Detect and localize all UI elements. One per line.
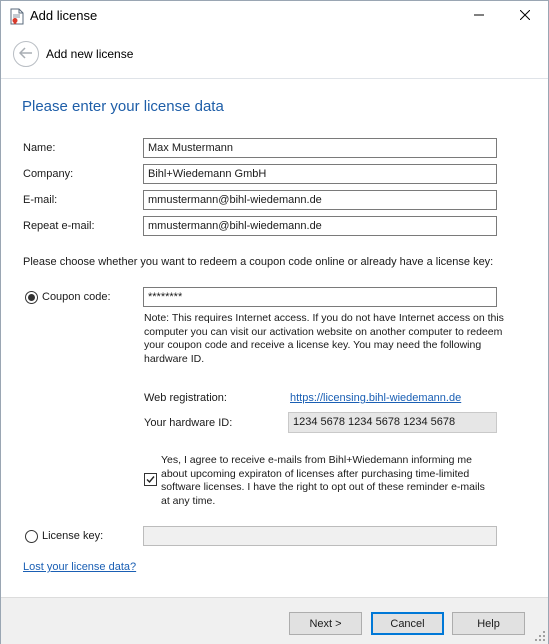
name-input[interactable]	[143, 138, 497, 158]
close-icon	[520, 10, 530, 23]
lost-license-data-link[interactable]: Lost your license data?	[23, 561, 137, 573]
minimize-button[interactable]	[456, 1, 502, 32]
name-label: Name:	[23, 142, 56, 154]
close-button[interactable]	[502, 1, 548, 32]
internet-access-note: Note: This requires Internet access. If you do not have Internet access on this computer you can visit our activation website on another computer to redeem your coupon code and receive a license key. You may need the following hardware ID.	[144, 312, 504, 365]
header-divider	[1, 78, 548, 79]
coupon-code-input[interactable]	[143, 287, 497, 307]
web-registration-link[interactable]: https://licensing.bihl-wiedemann.de	[290, 392, 462, 404]
title-bar	[1, 1, 548, 32]
resize-grip-icon[interactable]	[535, 631, 545, 641]
cancel-button[interactable]: Cancel	[371, 612, 444, 635]
arrow-left-icon	[19, 47, 33, 62]
help-button[interactable]: Help	[452, 612, 525, 635]
page-heading: Please enter your license data	[22, 98, 224, 115]
redeem-choice-text: Please choose whether you want to redeem a coupon code online or already have a license key:	[23, 256, 494, 268]
coupon-code-radio[interactable]	[25, 291, 38, 304]
company-label: Company:	[23, 168, 74, 180]
license-key-radio[interactable]	[25, 530, 38, 543]
license-document-icon	[10, 8, 24, 25]
dialog-footer	[1, 597, 548, 644]
repeat-email-label: Repeat e-mail:	[23, 220, 95, 232]
email-consent-checkbox[interactable]	[144, 473, 157, 486]
window-title: Add license	[30, 8, 98, 23]
coupon-code-label[interactable]: Coupon code:	[42, 291, 111, 303]
license-key-label[interactable]: License key:	[42, 530, 104, 542]
email-input[interactable]	[143, 190, 497, 210]
back-button[interactable]	[13, 41, 39, 67]
next-button[interactable]: Next >	[289, 612, 362, 635]
web-registration-label: Web registration:	[144, 392, 227, 404]
navigation-bar	[1, 32, 548, 77]
hardware-id-field[interactable]: 1234 5678 1234 5678 1234 5678	[288, 412, 497, 433]
email-label: E-mail:	[23, 194, 58, 206]
hardware-id-label: Your hardware ID:	[144, 417, 233, 429]
minimize-icon	[474, 10, 484, 23]
nav-title: Add new license	[46, 47, 134, 61]
license-key-input[interactable]	[143, 526, 497, 546]
email-consent-text[interactable]: Yes, I agree to receive e-mails from Bihl+Wiedemann informing me about upcoming expiraton of licenses after purchasing time-limited software licenses. I have the right to opt out of these reminder e-mails at any time.	[161, 454, 485, 507]
repeat-email-input[interactable]	[143, 216, 497, 236]
company-input[interactable]	[143, 164, 497, 184]
